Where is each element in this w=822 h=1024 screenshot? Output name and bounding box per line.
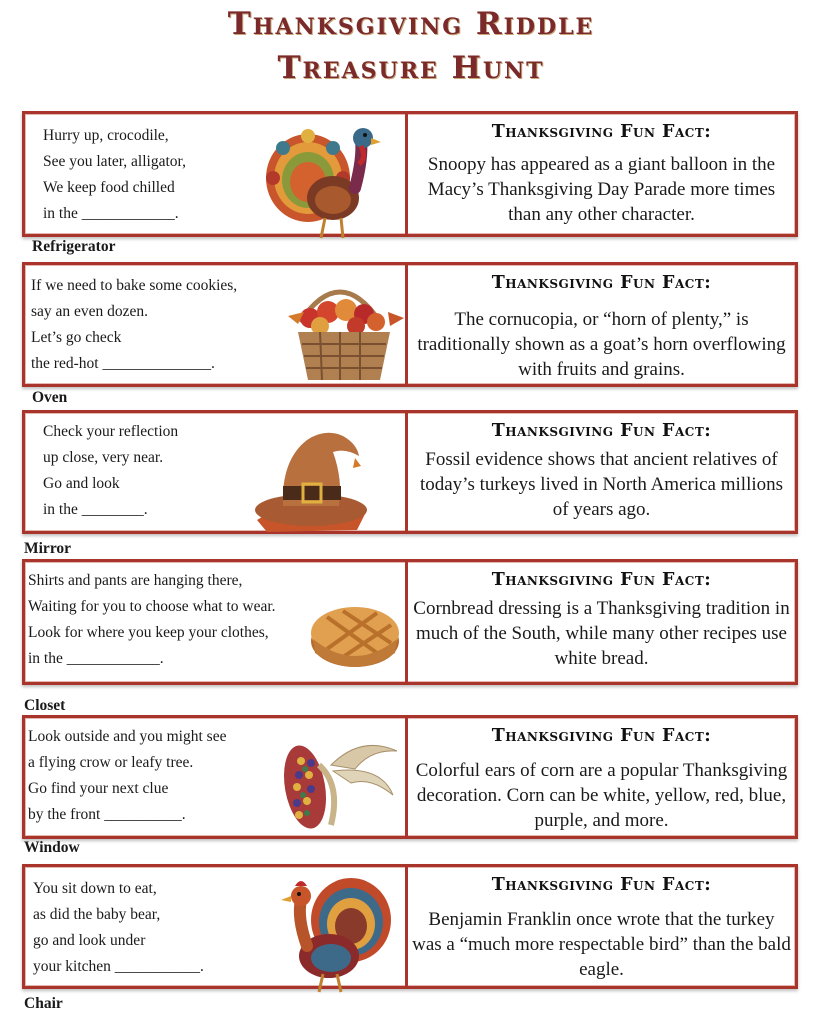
fun-fact-heading: Thanksgiving Fun Fact: — [491, 122, 712, 142]
riddle-line: as did the baby bear, — [33, 906, 161, 923]
pilgrim-hat-illustration — [247, 417, 377, 543]
fun-fact-panel — [408, 562, 795, 671]
riddle-card-4 — [22, 559, 798, 685]
page-title-line-1: Thanksgiving Riddle — [227, 6, 595, 42]
riddle-line: say an even dozen. — [31, 303, 149, 320]
riddle-line: in the ____________. — [28, 650, 164, 667]
riddle-line: in the ____________. — [43, 205, 179, 222]
fun-fact-heading: Thanksgiving Fun Fact: — [491, 273, 712, 293]
fun-fact-text: Cornbread dressing is a Thanksgiving tradition in much of the South, while many other recipes use white bread. — [413, 598, 790, 669]
riddle-line: in the ________. — [43, 501, 148, 518]
fun-fact-text: Fossil evidence shows that ancient relatives of today’s turkeys lived in North America millions of years ago. — [419, 449, 784, 520]
fun-fact-heading: Thanksgiving Fun Fact: — [491, 570, 712, 590]
corn-illustration — [271, 722, 401, 848]
riddle-card-3 — [22, 410, 798, 534]
riddle-line: a flying crow or leafy tree. — [28, 754, 194, 771]
riddle-text — [33, 876, 278, 980]
riddle-line: by the front __________. — [28, 806, 186, 823]
fun-fact-heading: Thanksgiving Fun Fact: — [491, 875, 712, 895]
riddle-line: We keep food chilled — [43, 179, 175, 196]
riddle-line: Check your reflection — [43, 423, 179, 440]
riddle-line: Waiting for you to choose what to wear. — [28, 598, 276, 615]
riddle-line: your kitchen ___________. — [33, 958, 204, 975]
rooster-turkey-illustration — [271, 871, 401, 997]
riddle-card-5 — [22, 715, 798, 839]
riddle-line: If we need to bake some cookies, — [31, 277, 238, 294]
riddle-line: up close, very near. — [43, 449, 164, 466]
fun-fact-panel — [408, 114, 795, 227]
fun-fact-panel — [408, 718, 795, 833]
riddle-line: Shirts and pants are hanging there, — [28, 572, 243, 589]
riddle-line: See you later, alligator, — [43, 153, 186, 170]
apple-basket-illustration — [280, 269, 410, 395]
answer-label: Chair — [24, 995, 63, 1012]
riddle-line: the red-hot ______________. — [31, 355, 215, 372]
riddle-card-1 — [22, 111, 798, 237]
riddle-line: go and look under — [33, 932, 146, 949]
answer-label: Mirror — [24, 540, 72, 557]
page-title-line-2: Treasure Hunt — [277, 50, 545, 86]
riddle-text — [28, 724, 273, 828]
fun-fact-panel — [408, 265, 795, 382]
riddle-text — [43, 123, 288, 227]
riddle-text — [31, 273, 276, 377]
answer-label: Oven — [32, 389, 68, 406]
turkey-illustration — [263, 118, 393, 244]
riddle-line: You sit down to eat, — [33, 880, 157, 897]
riddle-line: Let’s go check — [31, 329, 122, 346]
fun-fact-text: The cornucopia, or “horn of plenty,” is traditionally shown as a goat’s horn overflowing with fruits and grains. — [417, 309, 786, 380]
fun-fact-text: Benjamin Franklin once wrote that the turkey was a “much more respectable bird” than the bald eagle. — [412, 909, 791, 980]
answer-label: Closet — [24, 697, 66, 714]
fun-fact-heading: Thanksgiving Fun Fact: — [491, 726, 712, 746]
fun-fact-heading: Thanksgiving Fun Fact: — [491, 421, 712, 441]
riddle-line: Look for where you keep your clothes, — [28, 624, 269, 641]
riddle-line: Go find your next clue — [28, 780, 169, 797]
pie-illustration — [307, 566, 403, 692]
answer-label: Window — [24, 839, 80, 856]
answer-label: Refrigerator — [32, 238, 116, 255]
fun-fact-text: Colorful ears of corn are a popular Thanksgiving decoration. Corn can be white, yellow, red, blue, purple, and more. — [415, 760, 788, 831]
fun-fact-panel — [408, 413, 795, 522]
riddle-line: Hurry up, crocodile, — [43, 127, 169, 144]
riddle-text — [28, 568, 318, 672]
riddle-card-2 — [22, 262, 798, 387]
riddle-card-6 — [22, 864, 798, 989]
riddle-line: Look outside and you might see — [28, 728, 227, 745]
fun-fact-text: Snoopy has appeared as a giant balloon in the Macy’s Thanksgiving Day Parade more times than any other character. — [427, 154, 776, 225]
fun-fact-panel — [408, 867, 795, 982]
riddle-line: Go and look — [43, 475, 120, 492]
